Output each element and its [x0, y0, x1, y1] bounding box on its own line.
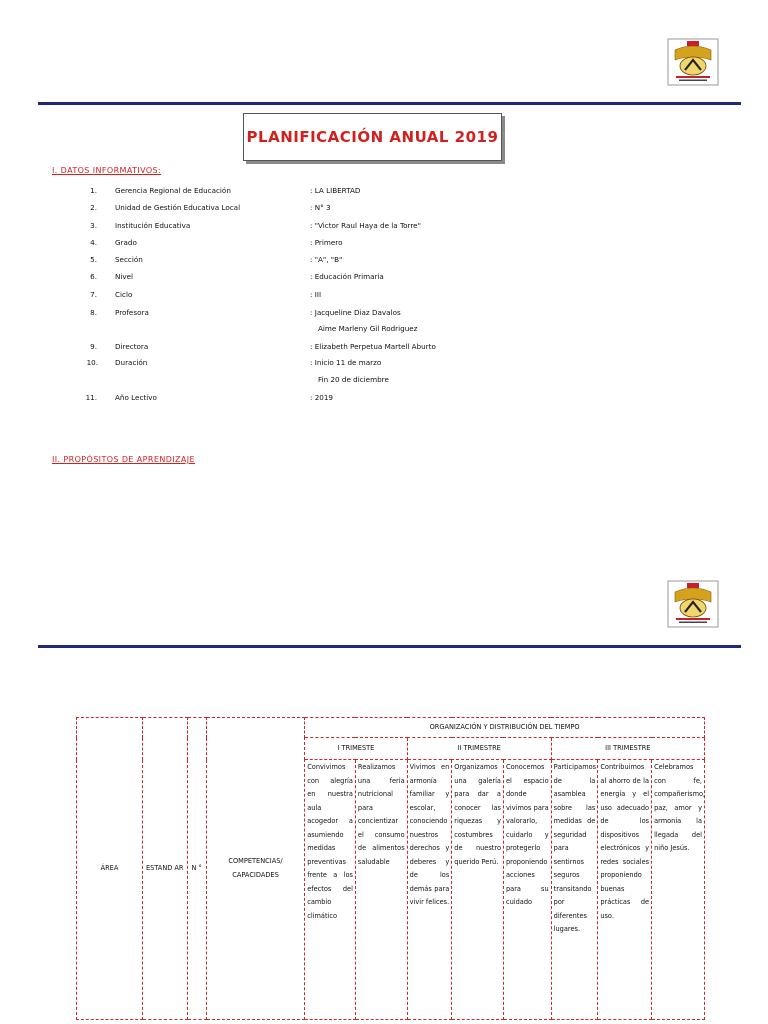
unit-cell: Celebramos con fe, compañerismo, paz, amor y armonía la llegada del niño Jesús. — [652, 760, 705, 1020]
section-propositos: II. PROPÓSITOS DE APRENDIZAJE — [52, 455, 195, 464]
info-value: : Primero — [310, 238, 343, 247]
info-label: Directora — [115, 342, 149, 351]
page2-rule — [38, 645, 741, 648]
info-number: 7. — [90, 290, 97, 299]
info-value: : Inicio 11 de marzo — [310, 358, 382, 367]
info-label: Nivel — [115, 272, 134, 281]
col-area: ÁREA — [77, 718, 143, 1020]
unit-cell: Realizamos una feria nutricional para concientizar el consumo de alimentos saludable — [355, 760, 407, 1020]
col-competencias: COMPETENCIAS/ CAPACIDADES — [206, 718, 304, 1020]
info-number: 11. — [85, 393, 97, 402]
info-number: 1. — [90, 186, 97, 195]
info-value: : Educación Primaria — [310, 272, 384, 281]
info-label: Ciclo — [115, 290, 133, 299]
info-number: 10. — [86, 358, 98, 367]
info-label: Sección — [115, 255, 143, 264]
organizacion-header: ORGANIZACIÓN Y DISTRIBUCIÓN DEL TIEMPO — [305, 718, 705, 738]
unit-cell: Convivimos con alegría en nuestra aula acogedor a asumiendo medidas preventivas frente a los efectos del cambio climático — [305, 760, 356, 1020]
info-number: 3. — [90, 221, 97, 230]
info-number: 4. — [90, 238, 97, 247]
info-value: : N° 3 — [310, 203, 331, 212]
info-number: 8. — [90, 308, 97, 317]
info-label: Grado — [115, 238, 137, 247]
info-value: : "A", "B" — [310, 255, 343, 264]
trimestre-1: I TRIMESTE — [305, 738, 407, 760]
info-label: Institución Educativa — [115, 221, 191, 230]
info-label: Unidad de Gestión Educativa Local — [115, 203, 241, 212]
info-number: 2. — [90, 203, 97, 212]
info-value: Fin 20 de diciembre — [318, 375, 389, 384]
school-logo — [667, 38, 719, 86]
info-value: : Elizabeth Perpetua Martell Aburto — [310, 342, 436, 351]
info-label: Profesora — [115, 308, 149, 317]
trimestre-3: III TRIMESTRE — [551, 738, 704, 760]
info-number: 6. — [90, 272, 97, 281]
school-logo-2 — [667, 580, 719, 628]
unit-cell: Contribuimos al ahorro de la energía y el uso adecuado de los dispositivos electrónicos y redes sociales proponiendo buenas prácticas de uso. — [598, 760, 652, 1020]
info-number: 9. — [90, 342, 97, 351]
info-value: : Jacqueline Diaz Davalos — [310, 308, 401, 317]
info-label: Duración — [115, 358, 148, 367]
title-box — [243, 113, 502, 161]
header-rule — [38, 102, 741, 105]
unit-cell: Organizamos una galería para dar a conocer las riquezas y costumbres de nuestro querido Perú. — [452, 760, 504, 1020]
col-numero: N ° — [187, 718, 206, 1020]
info-label: Año Lectivo — [115, 393, 157, 402]
info-number: 5. — [90, 255, 97, 264]
unit-cell: Vivimos en armonía familiar y escolar, conociendo nuestros derechos y deberes y de los demás para vivir felices. — [407, 760, 452, 1020]
unit-cell: Conocemos el espacio donde vivimos para valorarlo, cuidarlo y protegerlo proponiendo acciones para su cuidado — [503, 760, 551, 1020]
trimestre-2: II TRIMESTRE — [407, 738, 551, 760]
info-value: Aime Marleny Gil Rodriguez — [318, 324, 418, 333]
col-estandar: ESTAND AR — [142, 718, 187, 1020]
info-value: : 2019 — [310, 393, 333, 402]
section-datos-informativos: I. DATOS INFORMATIVOS: — [52, 166, 162, 175]
unit-cell: Participamos de la asamblea sobre las medidas de seguridad para sentirnos seguros transitando por diferentes lugares. — [551, 760, 598, 1020]
info-value: : "Victor Raul Haya de la Torre" — [310, 221, 421, 230]
info-value: : III — [310, 290, 322, 299]
info-label: Gerencia Regional de Educación — [115, 186, 231, 195]
info-value: : LA LIBERTAD — [310, 186, 361, 195]
page-title: PLANIFICACIÓN ANUAL 2019 — [246, 128, 499, 146]
plan-table — [76, 717, 705, 1020]
